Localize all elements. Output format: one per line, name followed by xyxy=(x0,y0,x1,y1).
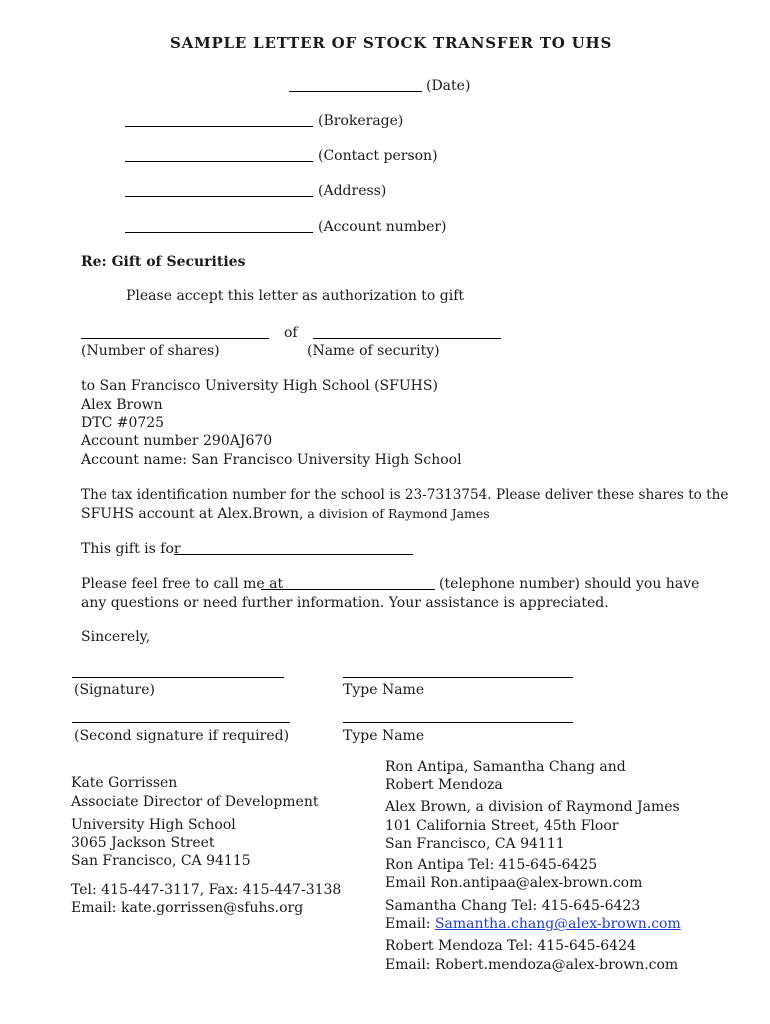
left-contact-email: Email: kate.gorrissen@sfuhs.org xyxy=(71,900,304,916)
security-blank xyxy=(313,338,501,339)
security-label: (Name of security) xyxy=(307,343,440,359)
date-label: (Date) xyxy=(426,78,471,94)
left-contact-org: University High School xyxy=(71,817,236,833)
gift-for-blank xyxy=(174,554,413,555)
tax-line2-account: SFUHS account at Alex.Brown, xyxy=(81,506,304,522)
num-shares-label: (Number of shares) xyxy=(81,343,220,359)
rob-email: Email: Robert.mendoza@alex-brown.com xyxy=(385,957,679,973)
call-line2: any questions or need further information. Your assistance is appreciated. xyxy=(81,595,609,611)
ron-email: Email Ron.antipaa@alex-brown.com xyxy=(385,875,643,891)
date-blank xyxy=(289,91,422,92)
right-contact-city: San Francisco, CA 94111 xyxy=(385,836,565,852)
sam-email-label: Email: xyxy=(385,916,435,932)
signature-line xyxy=(72,677,284,678)
rob-tel: Robert Mendoza Tel: 415-645-6424 xyxy=(385,938,636,954)
type-name-label-1: Type Name xyxy=(343,682,425,698)
contact-label: (Contact person) xyxy=(318,148,438,164)
tax-line2 xyxy=(81,505,490,523)
left-contact-street: 3065 Jackson Street xyxy=(71,835,215,851)
left-contact-role: Associate Director of Development xyxy=(71,794,319,810)
signature-label: (Signature) xyxy=(74,682,155,698)
right-contact-names2: Robert Mendoza xyxy=(385,777,503,793)
right-contact-names1: Ron Antipa, Samantha Chang and xyxy=(385,759,626,775)
type-name-label-2: Type Name xyxy=(343,728,425,744)
address-label: (Address) xyxy=(318,183,387,199)
brokerage-blank xyxy=(125,126,313,127)
recipient-line4: Account number 290AJ670 xyxy=(81,433,273,449)
type-name-line-1 xyxy=(343,677,573,678)
brokerage-label: (Brokerage) xyxy=(318,113,404,129)
intro-text: Please accept this letter as authorization to gift xyxy=(126,288,465,304)
left-contact-city: San Francisco, CA 94115 xyxy=(71,853,251,869)
of-word: of xyxy=(284,325,298,341)
page-title: SAMPLE LETTER OF STOCK TRANSFER TO UHS xyxy=(170,34,613,52)
telephone-blank xyxy=(261,589,435,590)
address-blank xyxy=(125,196,313,197)
left-contact-phone: Tel: 415-447-3117, Fax: 415-447-3138 xyxy=(71,882,342,898)
contact-blank xyxy=(125,161,313,162)
tax-line2-division: a division of Raymond James xyxy=(303,506,490,521)
right-contact-firm: Alex Brown, a division of Raymond James xyxy=(385,799,680,815)
ron-tel: Ron Antipa Tel: 415-645-6425 xyxy=(385,857,598,873)
call-part2: (telephone number) should you have xyxy=(439,576,700,592)
right-contact-street: 101 California Street, 45th Floor xyxy=(385,818,619,834)
sam-tel: Samantha Chang Tel: 415-645-6423 xyxy=(385,898,641,914)
second-signature-line xyxy=(72,722,290,723)
recipient-line2: Alex Brown xyxy=(81,397,163,413)
tax-line1: The tax identification number for the school is 23-7313754. Please deliver these shares to the xyxy=(81,487,729,503)
type-name-line-2 xyxy=(343,722,573,723)
recipient-line1: to San Francisco University High School (SFUHS) xyxy=(81,378,438,394)
recipient-line3: DTC #0725 xyxy=(81,415,165,431)
sam-email-row xyxy=(385,915,681,933)
sincerely: Sincerely, xyxy=(81,629,151,645)
call-part1: Please feel free to call me at xyxy=(81,576,284,592)
shares-blank xyxy=(81,338,269,339)
account-label: (Account number) xyxy=(318,219,447,235)
gift-for-text: This gift is for xyxy=(81,541,181,557)
left-contact-name: Kate Gorrissen xyxy=(71,775,178,791)
sam-email-link[interactable]: Samantha.chang@alex-brown.com xyxy=(434,916,681,932)
account-blank xyxy=(125,232,313,233)
re-heading: Re: Gift of Securities xyxy=(81,254,246,270)
second-signature-label: (Second signature if required) xyxy=(74,728,290,744)
recipient-line5: Account name: San Francisco University High School xyxy=(81,452,462,468)
